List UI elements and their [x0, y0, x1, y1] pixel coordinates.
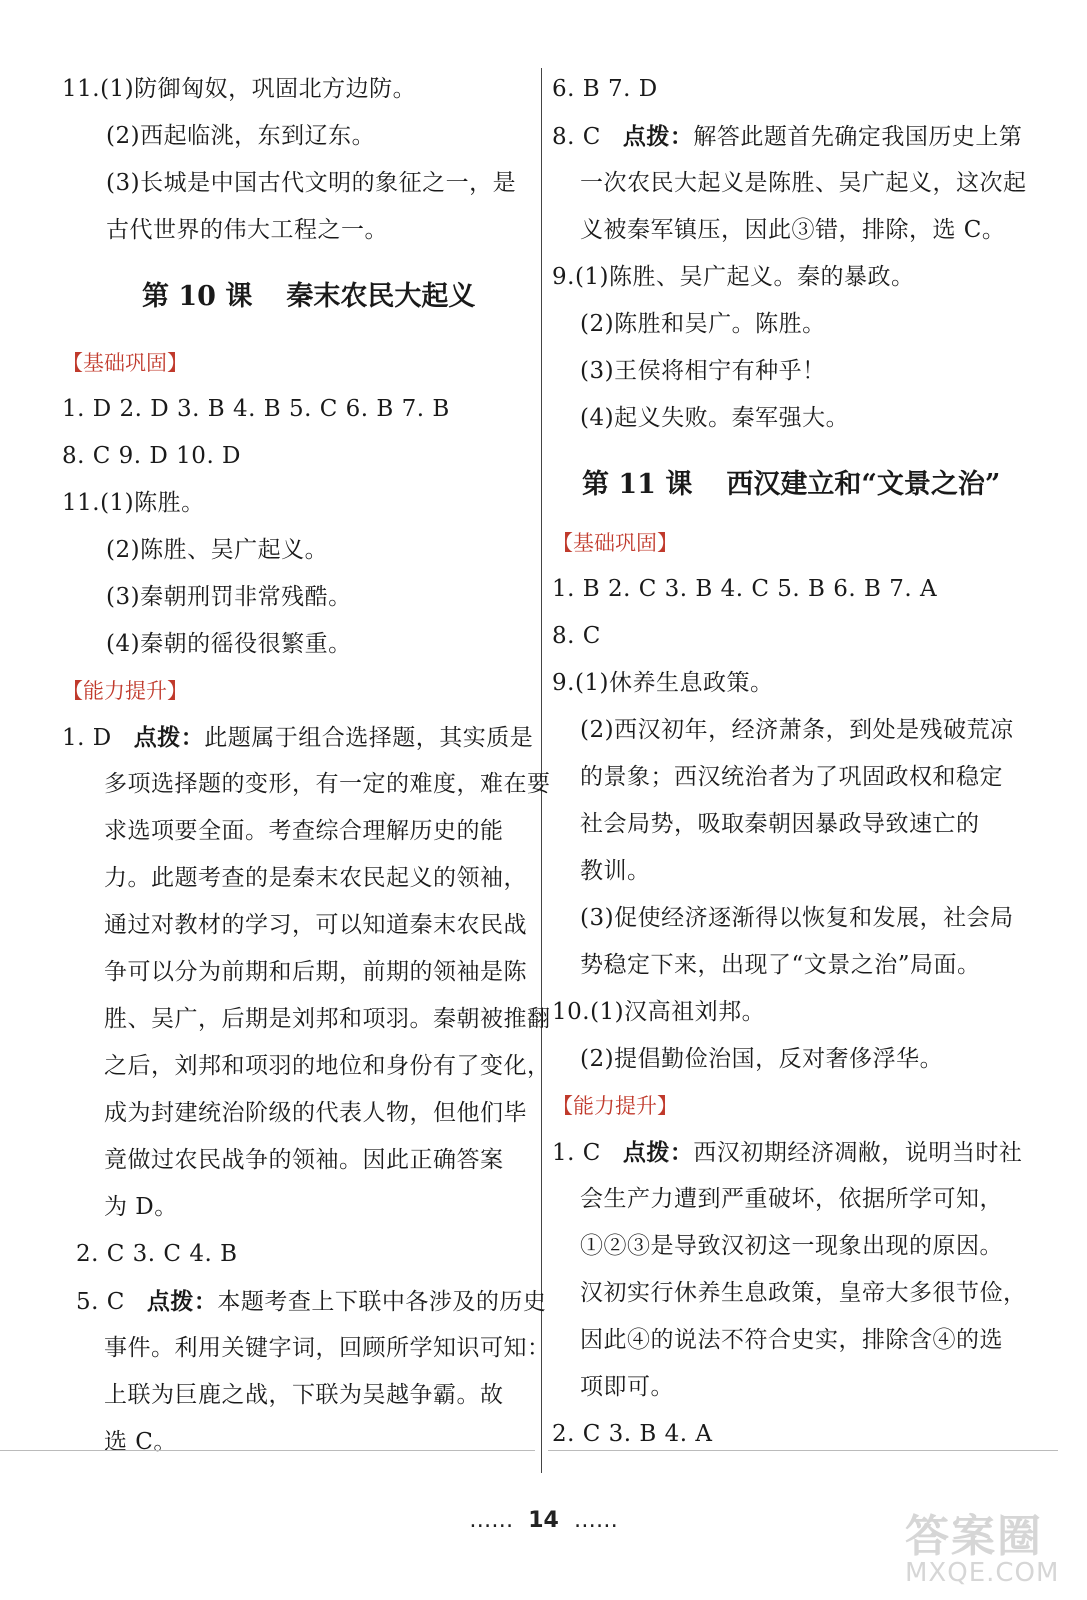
lesson-10-title — [62, 262, 532, 332]
q9b-line: 教训。 — [580, 858, 651, 884]
ability-8-line — [552, 113, 1022, 160]
q11-line-2: (2)西起临洮，东到辽东。 — [106, 123, 376, 149]
footer-dots-left: …… — [469, 1508, 514, 1533]
q9-line: (4)起义失败。秦军强大。 — [580, 405, 850, 431]
hint-text: 西汉初期经济凋敝，说明当时社 — [693, 1140, 1023, 1166]
section-basic: 【基础巩固】 — [62, 351, 188, 375]
answer-number: 8. C — [552, 124, 601, 150]
right-column — [552, 66, 1027, 1458]
explanation-line: 会生产力遭到严重破坏，依据所学可知， — [580, 1186, 1003, 1212]
q9-line: (3)王侯将相宁有种乎！ — [580, 358, 826, 384]
lesson-name: 西汉建立和“文景之治” — [726, 469, 1001, 500]
explanation-line: 成为封建统治阶级的代表人物，但他们毕 — [104, 1100, 527, 1126]
q9b-line: 的景象；西汉统治者为了巩固政权和稳定 — [580, 764, 1003, 790]
explanation-line: 之后，刘邦和项羽的地位和身份有了变化， — [104, 1053, 551, 1079]
explanation-line: 因此④的说法不符合史实，排除含④的选 — [580, 1327, 1003, 1353]
answer-row: 1. D 2. D 3. B 4. B 5. C 6. B 7. B — [62, 396, 450, 422]
explanation-line: 事件。利用关键字词，回顾所学知识可知： — [104, 1335, 551, 1361]
lesson-11-title — [552, 450, 1022, 520]
ability-5-line — [62, 1278, 547, 1325]
explanation-line: 胜、吴广，后期是刘邦和项羽。秦朝被推翻 — [104, 1006, 551, 1032]
q11b-line: (2)陈胜、吴广起义。 — [106, 537, 329, 563]
q10-line: (2)提倡勤俭治国，反对奢侈浮华。 — [580, 1046, 944, 1072]
q11-line-1: 11.(1)防御匈奴，巩固北方边防。 — [62, 76, 417, 102]
section-ability: 【能力提升】 — [62, 679, 188, 703]
hint-text: 解答此题首先确定我国历史上第 — [693, 124, 1023, 150]
explanation-line: 一次农民大起义是陈胜、吴广起义，这次起 — [580, 170, 1027, 196]
explanation-line: 通过对教材的学习，可以知道秦末农民战 — [104, 912, 527, 938]
q9b-line: 势稳定下来，出现了“文景之治”局面。 — [580, 952, 981, 978]
hint-label: 点拨： — [146, 1288, 218, 1315]
footer-rule-right — [548, 1450, 1058, 1451]
section-basic: 【基础巩固】 — [552, 531, 678, 555]
q10-line: 10.(1)汉高祖刘邦。 — [552, 999, 766, 1025]
q9b-line: (3)促使经济逐渐得以恢复和发展，社会局 — [580, 905, 1014, 931]
answer-row: 6. B 7. D — [552, 76, 658, 102]
explanation-line: 争可以分为前期和后期，前期的领袖是陈 — [104, 959, 527, 985]
lesson-number: 第 11 课 — [582, 469, 693, 500]
answer-number: 1. D — [62, 725, 112, 751]
q9b-line: 9.(1)休养生息政策。 — [552, 670, 774, 696]
ability-1-line — [62, 714, 532, 761]
explanation-line: 项即可。 — [580, 1374, 674, 1400]
hint-text: 此题属于组合选择题，其实质是 — [204, 725, 534, 751]
hint-label: 点拨： — [622, 1139, 694, 1166]
q11b-line: (3)秦朝刑罚非常残酷。 — [106, 584, 352, 610]
q11b-line: 11.(1)陈胜。 — [62, 490, 205, 516]
answer-row: 1. B 2. C 3. B 4. C 5. B 6. B 7. A — [552, 576, 938, 602]
footer-rule-left — [0, 1450, 535, 1451]
watermark-url: MXQE.COM — [905, 1558, 1060, 1588]
left-column — [62, 66, 551, 1466]
explanation-line: 义被秦军镇压，因此③错，排除，选 C。 — [580, 217, 1006, 243]
hint-label: 点拨： — [133, 724, 205, 751]
page-number: 14 — [528, 1508, 559, 1533]
q11-line-4: 古代世界的伟大工程之一。 — [106, 217, 388, 243]
q11b-line: (4)秦朝的徭役很繁重。 — [106, 631, 352, 657]
explanation-line: 力。此题考查的是秦末农民起义的领袖， — [104, 865, 527, 891]
q9b-line: (2)西汉初年，经济萧条，到处是残破荒凉 — [580, 717, 1014, 743]
explanation-line: 竟做过农民战争的领袖。因此正确答案 — [104, 1147, 504, 1173]
explanation-line: 汉初实行休养生息政策，皇帝大多很节俭， — [580, 1280, 1027, 1306]
q9-line: (2)陈胜和吴广。陈胜。 — [580, 311, 826, 337]
explanation-line: 上联为巨鹿之战，下联为吴越争霸。故 — [104, 1382, 504, 1408]
answer-row: 2. C 3. C 4. B — [76, 1241, 238, 1267]
answer-row: 8. C — [552, 623, 601, 649]
answer-number: 5. C — [76, 1289, 125, 1315]
explanation-line: 为 D。 — [104, 1194, 178, 1220]
q9b-line: 社会局势，吸取秦朝因暴政导致速亡的 — [580, 811, 980, 837]
hint-label: 点拨： — [622, 123, 694, 150]
answer-row: 8. C 9. D 10. D — [62, 443, 242, 469]
explanation-line: 选 C。 — [104, 1429, 177, 1455]
ability-1-line — [552, 1129, 1022, 1176]
explanation-line: 求选项要全面。考查综合理解历史的能 — [104, 818, 504, 844]
explanation-line: ①②③是导致汉初这一现象出现的原因。 — [580, 1233, 1003, 1259]
answer-number: 1. C — [552, 1140, 601, 1166]
q9-line: 9.(1)陈胜、吴广起义。秦的暴政。 — [552, 264, 915, 290]
watermark-text: 答案圈 — [905, 1511, 1043, 1562]
lesson-name: 秦末农民大起义 — [286, 281, 476, 312]
section-ability: 【能力提升】 — [552, 1094, 678, 1118]
q11-line-3: (3)长城是中国古代文明的象征之一，是 — [106, 170, 517, 196]
explanation-line: 多项选择题的变形，有一定的难度，难在要 — [104, 771, 551, 797]
lesson-number: 第 10 课 — [142, 281, 253, 312]
hint-text: 本题考查上下联中各涉及的历史 — [217, 1289, 547, 1315]
watermark-logo — [905, 1500, 1059, 1588]
footer-dots-right: …… — [573, 1508, 618, 1533]
answer-row: 2. C 3. B 4. A — [552, 1421, 713, 1447]
